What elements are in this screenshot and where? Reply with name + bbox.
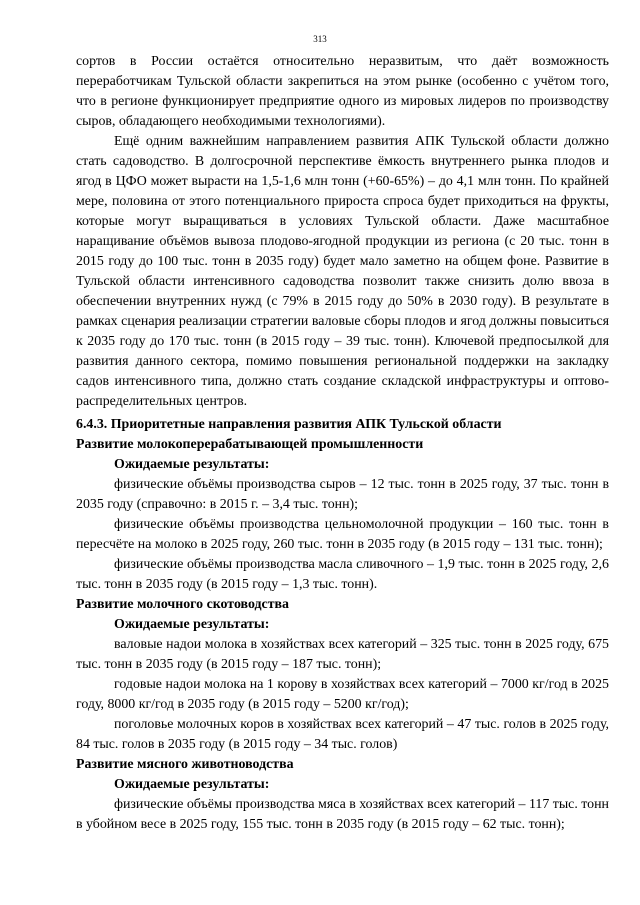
- result-item: физические объёмы производства мяса в хозяйствах всех категорий – 117 тыс. тонн в убойном весе в 2025 году, 155 тыс. тонн в 2035 году (в 2015 году – 62 тыс. тонн);: [76, 797, 609, 832]
- result-item: валовые надои молока в хозяйствах всех категорий – 325 тыс. тонн в 2025 году, 675 тыс. тонн в 2035 году (в 2015 году – 187 тыс. тонн);: [76, 637, 609, 672]
- result-item: физические объёмы производства цельномолочной продукции – 160 тыс. тонн в пересчёте на молоко в 2025 году, 260 тыс. тонн в 2035 году (в 2015 году – 131 тыс. тонн);: [76, 517, 609, 552]
- expected-results-label: Ожидаемые результаты:: [114, 457, 270, 472]
- result-item: поголовье молочных коров в хозяйствах всех категорий – 47 тыс. голов в 2025 году, 84 тыс. голов в 2035 году (в 2015 году – 34 тыс. голов): [76, 717, 609, 752]
- expected-results-label: Ожидаемые результаты:: [114, 617, 270, 632]
- paragraph-cheese-market: сортов в России остаётся относительно неразвитым, что даёт возможность переработчикам Тульской области закрепиться на этом рынке (особенно с учётом того, что в регионе функционирует предприятие одного из мировых лидеров по производству сыров, обладающего необходимыми технологиями).: [76, 54, 609, 129]
- subheading-milk-processing: Развитие молокоперерабатывающей промышленности: [76, 437, 424, 452]
- subheading-meat-livestock: Развитие мясного животноводства: [76, 757, 294, 772]
- subheading-dairy-cattle: Развитие молочного скотоводства: [76, 597, 289, 612]
- section-heading: 6.4.3. Приоритетные направления развития АПК Тульской области: [76, 417, 502, 432]
- paragraph-horticulture: Ещё одним важнейшим направлением развития АПК Тульской области должно стать садоводство. В долгосрочной перспективе ёмкость внутреннего рынка плодов и ягод в ЦФО может вырасти на 1,5-1,6 млн тонн (+60-65%) – до 4,1 млн тонн. По крайней мере, половина от этого потенциального прироста спроса будет приходиться на фрукты, которые могут выращиваться в условиях Тульской области. Даже масштабное наращивание объёмов вывоза плодово-ягодной продукции из региона (с 20 тыс. тонн в 2015 году до 100 тыс. тонн в 2035 году) будет мало заметно на общем фоне. Развитие в Тульской области интенсивного садоводства позволит также снизить долю ввоза в обеспечении внутренних нужд (с 79% в 2015 году до 50% в 2030 году). В результате в рамках сценария реализации стратегии валовые сборы плодов и ягод должны повыситься к 2035 году до 170 тыс. тонн (в 2015 году – 39 тыс. тонн). Ключевой предпосылкой для развития данного сектора, помимо повышения региональной поддержки на закладку садов интенсивного типа, должно стать создание складской инфраструктуры и оптово-распределительных центров.: [76, 134, 609, 409]
- result-item: физические объёмы производства масла сливочного – 1,9 тыс. тонн в 2025 году, 2,6 тыс. тонн в 2035 году (в 2015 году – 1,3 тыс. тонн).: [76, 557, 609, 592]
- result-item: годовые надои молока на 1 корову в хозяйствах всех категорий – 7000 кг/год в 2025 году, 8000 кг/год в 2035 году (в 2015 году – 5200 кг/год);: [76, 677, 609, 712]
- expected-results-label: Ожидаемые результаты:: [114, 777, 270, 792]
- result-item: физические объёмы производства сыров – 12 тыс. тонн в 2025 году, 37 тыс. тонн в 2035 году (справочно: в 2015 г. – 3,4 тыс. тонн);: [76, 477, 609, 512]
- page-number: 313: [313, 34, 327, 44]
- page-body: [76, 52, 609, 835]
